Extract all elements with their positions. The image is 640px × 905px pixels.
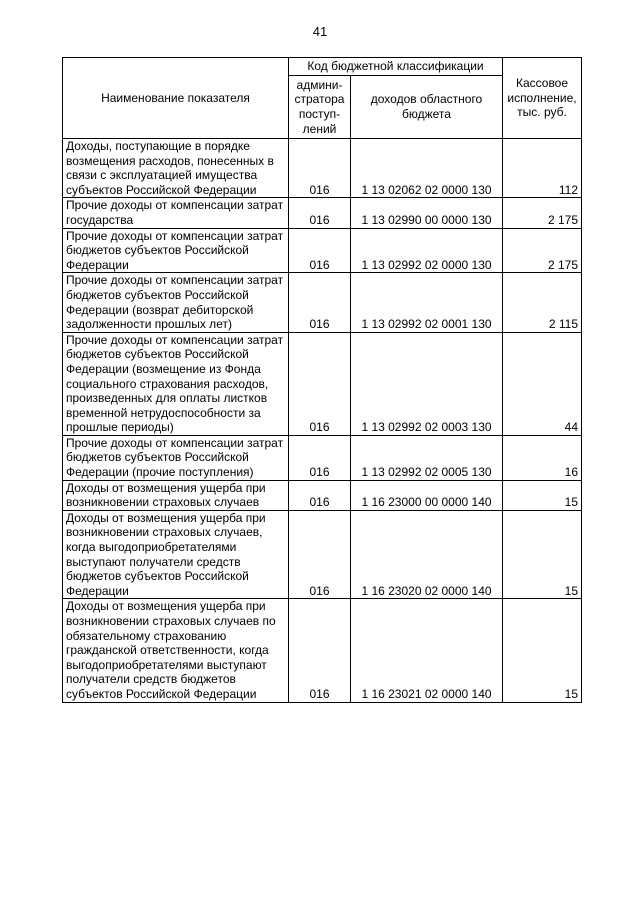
table-row [63, 228, 582, 273]
row-income-code: 1 16 23020 02 0000 140 [351, 510, 503, 599]
row-amount: 16 [503, 435, 582, 480]
row-admin-code: 016 [289, 198, 351, 228]
row-amount: 2 175 [503, 228, 582, 273]
budget-table [62, 57, 582, 703]
row-admin-code: 016 [289, 273, 351, 332]
row-amount: 15 [503, 599, 582, 702]
header-admin: админи-стратора поступ-лений [289, 76, 351, 139]
row-income-code: 1 16 23000 00 0000 140 [351, 480, 503, 510]
row-name: Прочие доходы от компенсации затрат государства [63, 198, 289, 228]
table-body [63, 139, 582, 703]
row-amount: 112 [503, 139, 582, 198]
table-row [63, 332, 582, 435]
header-code-group: Код бюджетной классификации [289, 58, 503, 76]
row-admin-code: 016 [289, 332, 351, 435]
row-name: Доходы от возмещения ущерба при возникновении страховых случаев по обязательному страхованию гражданской ответственности, когда выгодоприобретателями выступают получатели средств бюджетов субъектов Российской Федерации [63, 599, 289, 702]
row-name: Доходы, поступающие в порядке возмещения расходов, понесенных в связи с эксплуатацией имущества субъектов Российской Федерации [63, 139, 289, 198]
table-row [63, 510, 582, 599]
row-income-code: 1 13 02062 02 0000 130 [351, 139, 503, 198]
row-income-code: 1 13 02992 02 0000 130 [351, 228, 503, 273]
row-admin-code: 016 [289, 228, 351, 273]
row-name: Прочие доходы от компенсации затрат бюджетов субъектов Российской Федерации [63, 228, 289, 273]
row-amount: 15 [503, 480, 582, 510]
row-name: Доходы от возмещения ущерба при возникновении страховых случаев [63, 480, 289, 510]
table-row [63, 139, 582, 198]
page-number: 41 [312, 24, 328, 39]
table-row [63, 273, 582, 332]
row-admin-code: 016 [289, 480, 351, 510]
row-income-code: 1 13 02990 00 0000 130 [351, 198, 503, 228]
row-amount: 2 175 [503, 198, 582, 228]
row-income-code: 1 13 02992 02 0001 130 [351, 273, 503, 332]
row-admin-code: 016 [289, 599, 351, 702]
row-name: Прочие доходы от компенсации затрат бюджетов субъектов Российской Федерации (прочие поступления) [63, 435, 289, 480]
header-name: Наименование показателя [63, 58, 289, 139]
row-name: Доходы от возмещения ущерба при возникновении страховых случаев, когда выгодоприобретателями выступают получатели средств бюджетов субъектов Российской Федерации [63, 510, 289, 599]
row-admin-code: 016 [289, 510, 351, 599]
table-row [63, 435, 582, 480]
row-admin-code: 016 [289, 139, 351, 198]
row-amount: 15 [503, 510, 582, 599]
header-amount [503, 58, 582, 139]
row-name: Прочие доходы от компенсации затрат бюджетов субъектов Российской Федерации (возмещение из Фонда социального страхования расходов, произведенных для оплаты листков временной нетрудоспособности за прошлые периоды) [63, 332, 289, 435]
row-income-code: 1 16 23021 02 0000 140 [351, 599, 503, 702]
row-income-code: 1 13 02992 02 0003 130 [351, 332, 503, 435]
header-income-code: доходов областного бюджета [351, 76, 503, 139]
header-amount-text: Кассовое исполнение, тыс. руб. [507, 76, 577, 120]
table-row [63, 198, 582, 228]
row-income-code: 1 13 02992 02 0005 130 [351, 435, 503, 480]
table-row [63, 599, 582, 702]
row-name: Прочие доходы от компенсации затрат бюджетов субъектов Российской Федерации (возврат дебиторской задолженности прошлых лет) [63, 273, 289, 332]
table-row [63, 480, 582, 510]
row-admin-code: 016 [289, 435, 351, 480]
row-amount: 2 115 [503, 273, 582, 332]
row-amount: 44 [503, 332, 582, 435]
table-header [63, 58, 582, 139]
